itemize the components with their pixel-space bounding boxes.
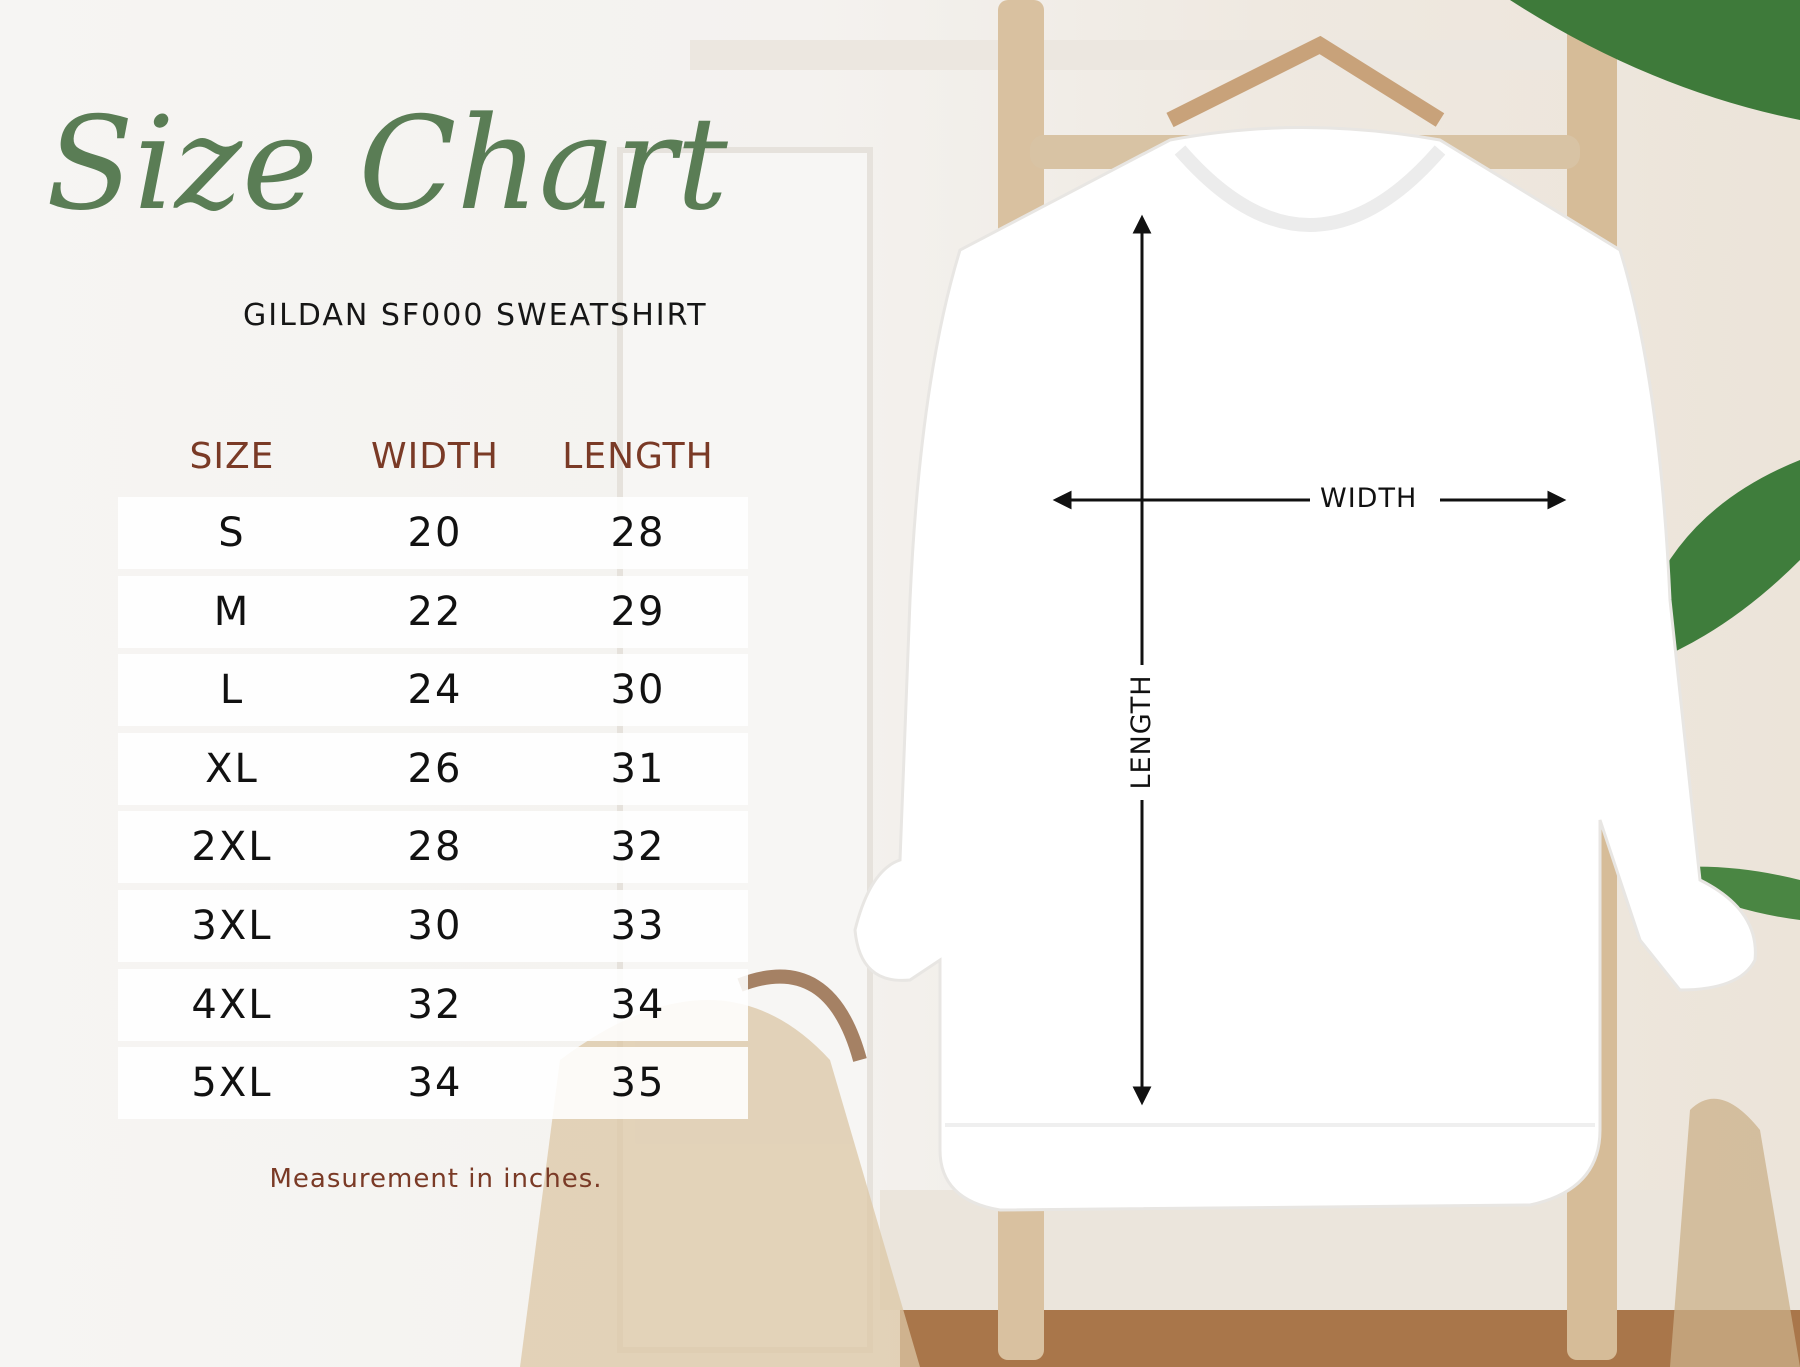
cell-width: 20 [407,510,463,556]
header-length: LENGTH [562,436,714,477]
cell-size: 4XL [191,981,273,1028]
cell-length: 32 [610,824,666,871]
cell-length: 34 [610,981,666,1028]
header-size: SIZE [189,436,275,477]
cell-width: 34 [407,1060,463,1107]
cell-length: 33 [610,903,666,949]
cell-size: XL [205,745,259,792]
cell-size: 2XL [191,824,273,871]
table-row [118,811,748,883]
table-row [118,1047,748,1119]
size-chart-title: Size Chart [46,90,728,239]
length-label: LENGTH [1126,666,1158,797]
table-row [118,497,748,569]
cell-size: 5XL [191,1060,273,1107]
sweatshirt-illustration [855,128,1755,1211]
cell-size: L [219,667,245,714]
cell-width: 28 [407,824,463,871]
cell-length: 28 [610,510,666,556]
measurement-note: Measurement in inches. [269,1164,603,1194]
table-row [118,654,748,726]
product-subtitle: GILDAN SF000 SWEATSHIRT [243,298,708,333]
cell-width: 30 [407,903,463,949]
cell-size: 3XL [191,903,273,949]
cell-size: M [213,588,251,635]
table-row [118,733,748,805]
header-width: WIDTH [371,436,499,477]
table-row [118,969,748,1041]
cell-width: 26 [407,745,463,792]
cell-width: 32 [407,981,463,1028]
cell-size: S [218,510,246,556]
table-row [118,576,748,648]
table-row [118,890,748,962]
cell-length: 35 [610,1060,666,1107]
cell-length: 30 [610,667,666,714]
cell-width: 24 [407,667,463,714]
width-label: WIDTH [1312,483,1425,515]
cell-length: 29 [610,588,666,635]
cell-length: 31 [610,745,666,792]
cell-width: 22 [407,588,463,635]
